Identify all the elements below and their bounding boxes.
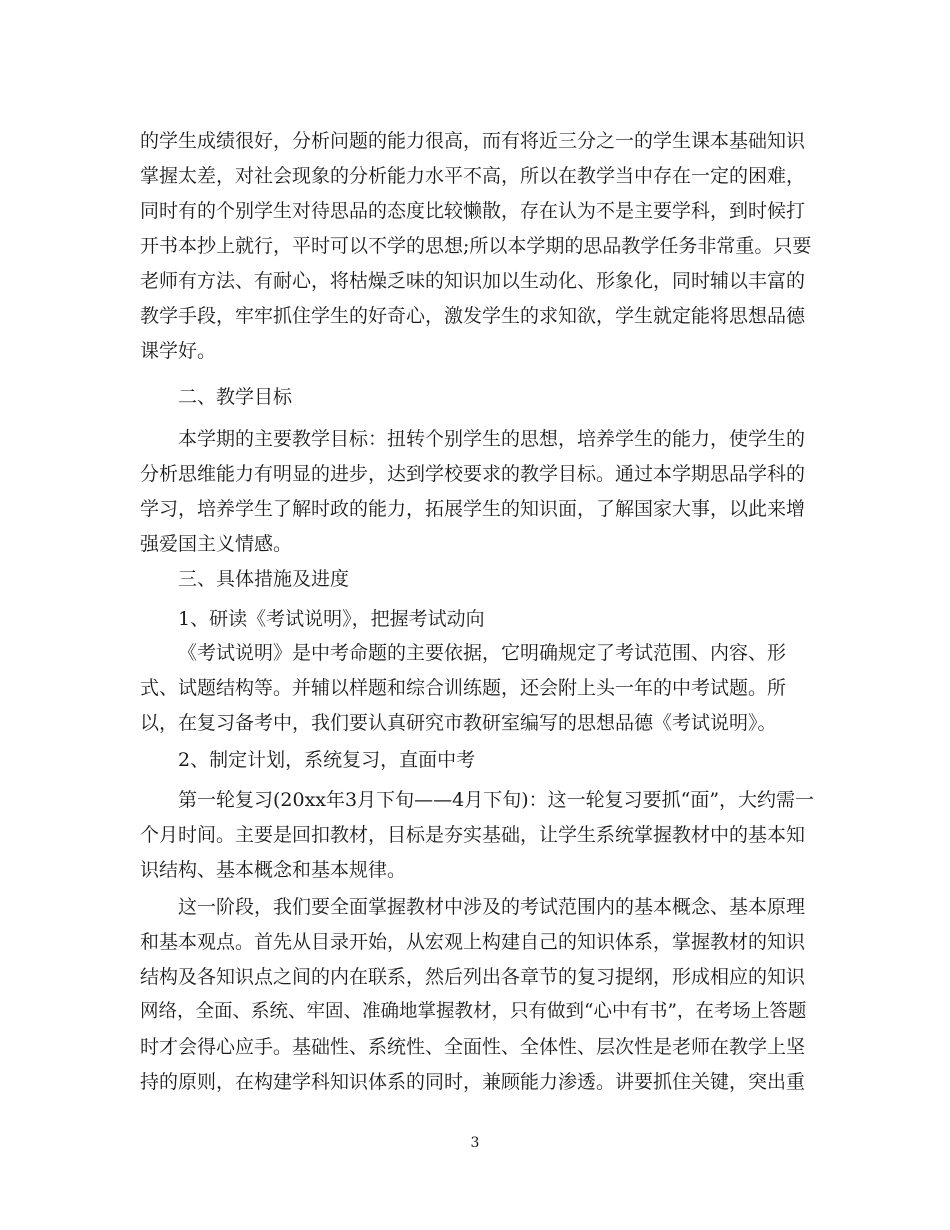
text-line: 第一轮复习(20xx年3月下旬——4月下旬)：这一轮复习要抓“面”，大约需一 [178, 789, 815, 811]
section-heading: 二、教学目标 [178, 386, 293, 408]
text-line: 分析思维能力有明显的进步，达到学校要求的教学目标。通过本学期思品学科的 [140, 463, 806, 485]
text-line: 这一阶段，我们要全面掌握教材中涉及的考试范围内的基本概念、基本原理 [178, 896, 806, 918]
text-line: 的学生成绩很好，分析问题的能力很高，而有将近三分之一的学生课本基础知识 [140, 130, 806, 152]
text-line: 本学期的主要教学目标：扭转个别学生的思想，培养学生的能力，使学生的 [178, 428, 806, 450]
text-line: 教学手段，牢牢抓住学生的好奇心，激发学生的求知欲，学生就定能将思想品德 [140, 305, 806, 327]
text-line: 个月时间。主要是回扣教材，目标是夯实基础，让学生系统掌握教材中的基本知 [140, 824, 806, 846]
subsection-heading: 1、研读《考试说明》，把握考试动向 [178, 608, 485, 630]
text-line: 《考试说明》是中考命题的主要依据，它明确规定了考试范围、内容、形 [178, 642, 787, 664]
text-line: 掌握太差，对社会现象的分析能力水平不高，所以在教学当中存在一定的困难， [140, 165, 806, 187]
text-line: 结构及各知识点之间的内在联系，然后列出各章节的复习提纲，形成相应的知识 [140, 966, 806, 988]
text-line: 学习，培养学生了解时政的能力，拓展学生的知识面，了解国家大事，以此来增 [140, 498, 806, 520]
text-line: 开书本抄上就行，平时可以不学的思想;所以本学期的思品教学任务非常重。只要 [140, 235, 812, 257]
text-line: 以，在复习备考中，我们要认真研究市教研室编写的思想品德《考试说明》。 [140, 712, 777, 734]
text-line: 持的原则，在构建学科知识体系的同时，兼顾能力渗透。讲要抓住关键，突出重 [140, 1071, 806, 1093]
text-line: 识结构、基本概念和基本规律。 [140, 859, 407, 881]
text-line: 时才会得心应手。基础性、系统性、全面性、全体性、层次性是老师在教学上坚 [140, 1036, 806, 1058]
text-line: 老师有方法、有耐心，将枯燥乏味的知识加以生动化、形象化，同时辅以丰富的 [140, 270, 806, 292]
page-number: 3 [470, 1135, 480, 1151]
subsection-heading: 2、制定计划，系统复习，直面中考 [178, 749, 476, 771]
text-line: 网络，全面、系统、牢固、准确地掌握教材，只有做到“心中有书”，在考场上答题 [140, 1001, 807, 1022]
text-line: 强爱国主义情感。 [140, 533, 293, 555]
text-line: 课学好。 [140, 340, 217, 362]
text-line: 和基本观点。首先从目录开始，从宏观上构建自己的知识体系，掌握教材的知识 [140, 931, 806, 953]
section-heading: 三、具体措施及进度 [178, 568, 350, 590]
text-line: 同时有的个别学生对待思品的态度比较懒散，存在认为不是主要学科，到时候打 [140, 200, 806, 222]
text-line: 式、试题结构等。并辅以样题和综合训练题，还会附上头一年的中考试题。所 [140, 677, 787, 699]
